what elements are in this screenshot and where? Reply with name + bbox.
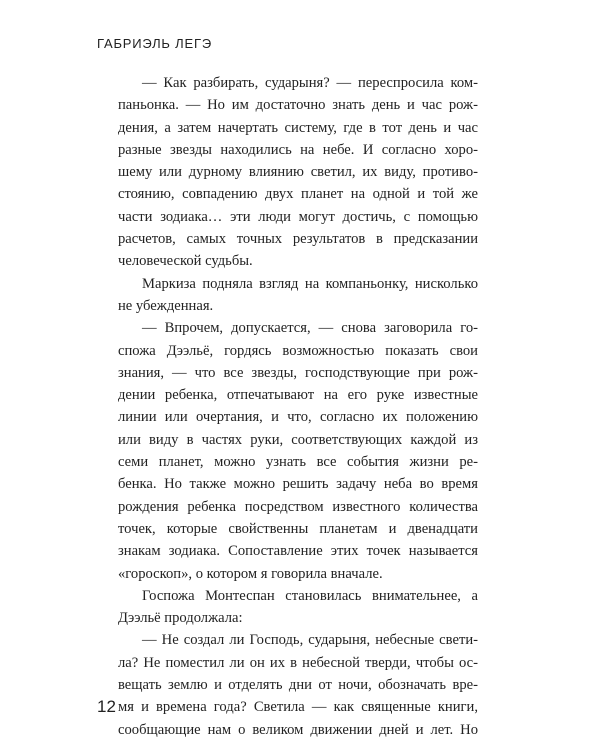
text-line: расчетов, самых точных результатов в предсказании (118, 231, 478, 248)
text-line: шему или дурному влиянию светил, их виду, противо- (118, 164, 478, 181)
text-line: спожа Дээльё, гордясь возможностью показать свои (118, 342, 478, 359)
text-line: знания, — что все звезды, господствующие при рож- (118, 364, 478, 381)
text-line: мя и времена года? Светила — как священные книги, (118, 699, 478, 716)
text-line: части зодиака… эти люди могут достичь, с помощью (118, 208, 478, 225)
text-line: разные звезды находились на небе. И согласно хоро- (118, 141, 478, 158)
text-line: Дээльё продолжала: (118, 610, 243, 627)
text-line: семи планет, можно узнать все события жизни ре- (118, 454, 478, 471)
text-line: не убежденная. (118, 297, 214, 314)
text-line: сообщающие нам о великом движении дней и лет. Но (118, 721, 478, 738)
text-line: «гороскоп», о котором я говорила вначале. (118, 565, 383, 582)
text-line: вещать землю и отделять дни от ночи, обозначать вре- (118, 677, 478, 694)
text-line: Маркиза подняла взгляд на компаньонку, нисколько (142, 275, 478, 292)
text-line: дения, а затем начертать систему, где в тот день и час (118, 119, 478, 136)
text-line: — Как разбирать, сударыня? — переспросила ком- (142, 75, 478, 91)
text-line: рождения ребенка посредством известного количества (118, 498, 478, 515)
text-line: — Не создал ли Господь, сударыня, небесные свети- (142, 632, 478, 649)
text-line: дении ребенка, отпечатывают на его руке известные (118, 387, 478, 404)
text-line: или виду в частях руки, соответствующих каждой из (118, 431, 478, 448)
body-text (118, 72, 478, 741)
text-line: знакам зодиака. Сопоставление этих точек называется (118, 543, 478, 560)
text-line: бенка. Но также можно решить задачу неба во время (118, 476, 478, 493)
text-line: человеческой судьбы. (118, 253, 253, 270)
text-line: паньонка. — Но им достаточно знать день и час рож- (118, 97, 478, 114)
text-line: точек, которые свойственны планетам и двенадцати (118, 520, 478, 537)
text-line: стоянию, совпадению двух планет на одной и той же (118, 186, 478, 203)
text-line: ла? Не поместил ли он их в небесной тверди, чтобы ос- (118, 654, 478, 671)
page-number: 12 (97, 697, 116, 716)
running-head: ГАБРИЭЛЬ ЛЕГЭ (97, 36, 212, 51)
text-line: — Впрочем, допускается, — снова заговорила го- (142, 320, 478, 337)
text-line: Госпожа Монтеспан становилась внимательнее, а (142, 587, 478, 604)
text-line: линии или очертания, и что, согласно их положению (118, 409, 478, 426)
